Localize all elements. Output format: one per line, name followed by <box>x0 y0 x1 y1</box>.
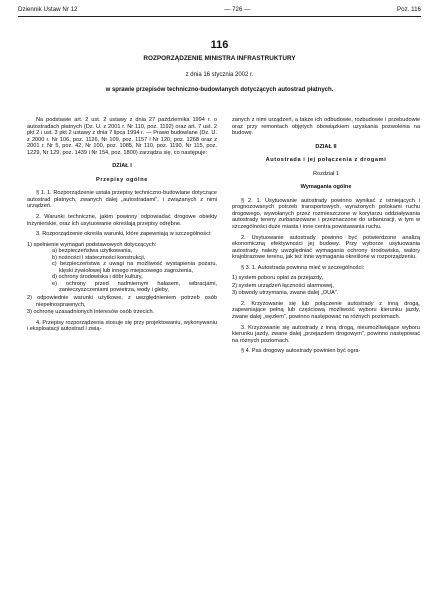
page-number: — 726 — <box>224 6 251 13</box>
act-number: 116 <box>210 39 229 51</box>
header-rule <box>18 16 421 17</box>
section-1-paragraph-4: 4. Przepisy rozporządzenia stosuje się przy projektowaniu, wykonywaniu i eksploatacji autostrad i zwią- <box>27 319 217 333</box>
requirements-list <box>27 242 217 316</box>
sub-list <box>36 248 217 294</box>
journal-name: Dziennik Ustaw Nr 12 <box>18 6 78 13</box>
right-column <box>232 117 420 359</box>
section-3-paragraph-3: 3. Krzyżowanie się autostrady z inną drogą, nieumożliwiające wyboru kierunku jazdy, zwane dalej „przejazdem drogowym”, powinno następować na różnych poziomach. <box>232 324 420 344</box>
chapter-heading: DZIAŁ I <box>112 163 132 170</box>
position-number: Poz. 116 <box>397 6 421 13</box>
list-item: 2) system urządzeń łączności alarmowej, <box>232 282 334 289</box>
list-item: 1) system poboru opłat za przejazdy, <box>232 275 323 282</box>
section-4-paragraph-1: § 4. Pas drogowy autostrady powinien być ogra- <box>241 348 361 355</box>
chapter-title: Autostrada i jej połączenia z drogami <box>265 157 387 164</box>
section-1-paragraph-1: § 1. 1. Rozporządzenie ustala przepisy techniczno-budowlane dotyczące autostrad płatnych, zwanych dalej „autostradami”, i związanych z nimi urządzeń. <box>27 190 217 210</box>
section-1-paragraph-2: 2. Warunki techniczne, jakim powinny odpowiadać drogowe obiekty inżynierskie, oraz ich usytuowanie określają przepisy odrębne. <box>27 214 217 227</box>
chapter-heading: DZIAŁ II <box>315 143 337 150</box>
continuation-paragraph: zanych z nimi urządzeń, a także ich odbudowie, rozbudowie i przebudowie oraz przy remontach objętych obowiązkiem uzyskania pozwolenia na budowę. <box>232 117 420 137</box>
section-2-paragraph-1: § 2. 1. Usytuowanie autostrady powinno wynikać z istniejących i prognozowanych potrzeb transportowych, wyrażonych potokami ruchu drogowego, wywołanych przez rozmieszczone w korytarzu oddziaływania autostrady tereny zurbanizowane i przeznaczone do urbanizacji, w tym w szczególności duże miasta i inne centra powstawania ruchu. <box>232 197 420 231</box>
list-item <box>27 242 217 294</box>
section-1-paragraph-3: 3. Rozporządzenie określa warunki, które zapewniają w szczególności: <box>36 231 212 238</box>
list-item: 3) ochronę uzasadnionych interesów osób trzecich. <box>27 309 155 316</box>
legal-basis-paragraph: Na podstawie art. 2 ust. 2 ustawy z dnia 27 października 1994 r. o autostradach płatnych (Dz. U. z 2001 r. Nr 110, poz. 1192) oraz art. 7 ust. 2 pkt 2 i ust. 3 pkt 2 ustawy z dnia 7 lipca 1994 r. — Prawo budowlane (Dz. U. z 2000 r. Nr 106, poz. 1126, Nr 109, poz. 1157 i Nr 120, poz. 1268 oraz z 2001 r. Nr 5, poz. 42, Nr 100, poz. 1085, Nr 110, poz. 1190, Nr 115, poz. 1229, Nr 129, poz. 1439 i Nr 154, poz. 1800) zarządza się, co następuje: <box>27 117 217 156</box>
act-date: z dnia 16 stycznia 2002 r. <box>185 72 254 78</box>
subchapter-title: Wymagania ogólne <box>300 184 352 191</box>
sub-list-item: b) nośności i stateczności konstrukcji, <box>52 254 146 261</box>
list-item: 2) odpowiednie warunki użytkowe, z uwzględnieniem potrzeb osób niepełnosprawnych, <box>27 295 217 308</box>
sub-list-item: a) bezpieczeństwa użytkowania, <box>52 248 133 255</box>
motorway-equipment-list <box>232 275 420 297</box>
sub-list-item: c) bezpieczeństwa z uwagi na możliwość wystąpienia pożaru, klęski żywiołowej lub innego miejscowego zagrożenia, <box>52 261 217 274</box>
section-3-paragraph-2: 2. Krzyżowanie się lub połączenie autostrady z inną drogą, zapewniające pełną lub częściową możliwość wyboru kierunku jazdy, zwane dalej „węzłem”, powinno następować na różnych poziomach. <box>232 300 420 321</box>
section-3-paragraph-1: § 3. 1. Autostrada powinna mieć w szczególności: <box>241 264 365 271</box>
section-2-paragraph-2: 2. Usytuowanie autostrady powinno być potwierdzone analizą ekonomiczną efektywności jej budowy. Przy wyborze usytuowania autostrady należy uwzględniać wymagania ochrony środowiska, walory krajobrazowe terenu, jak też inne wymagania określone w rozporządzeniu. <box>232 234 420 261</box>
act-title: ROZPORZĄDZENIE MINISTRA INFRASTRUKTURY <box>143 55 296 62</box>
list-item: 3) obwody utrzymania, zwane dalej „OUA”. <box>232 290 339 297</box>
left-column <box>27 117 217 337</box>
list-item-text: 1) spełnienie wymagań podstawowych dotyczących: <box>27 241 157 248</box>
subchapter-heading: Rozdział 1 <box>312 170 340 177</box>
sub-list-item: e) ochrony przed nadmiernym hałasem, wibracjami, zanieczyszczeniami powietrza, wody i gleby, <box>52 280 217 294</box>
sub-list-item: d) ochrony środowiska i dóbr kultury, <box>52 274 143 281</box>
act-subject: w sprawie przepisów techniczno-budowlanych dotyczących autostrad płatnych. <box>105 87 334 93</box>
page-header <box>18 7 421 14</box>
chapter-title: Przepisy ogólne <box>96 176 148 183</box>
